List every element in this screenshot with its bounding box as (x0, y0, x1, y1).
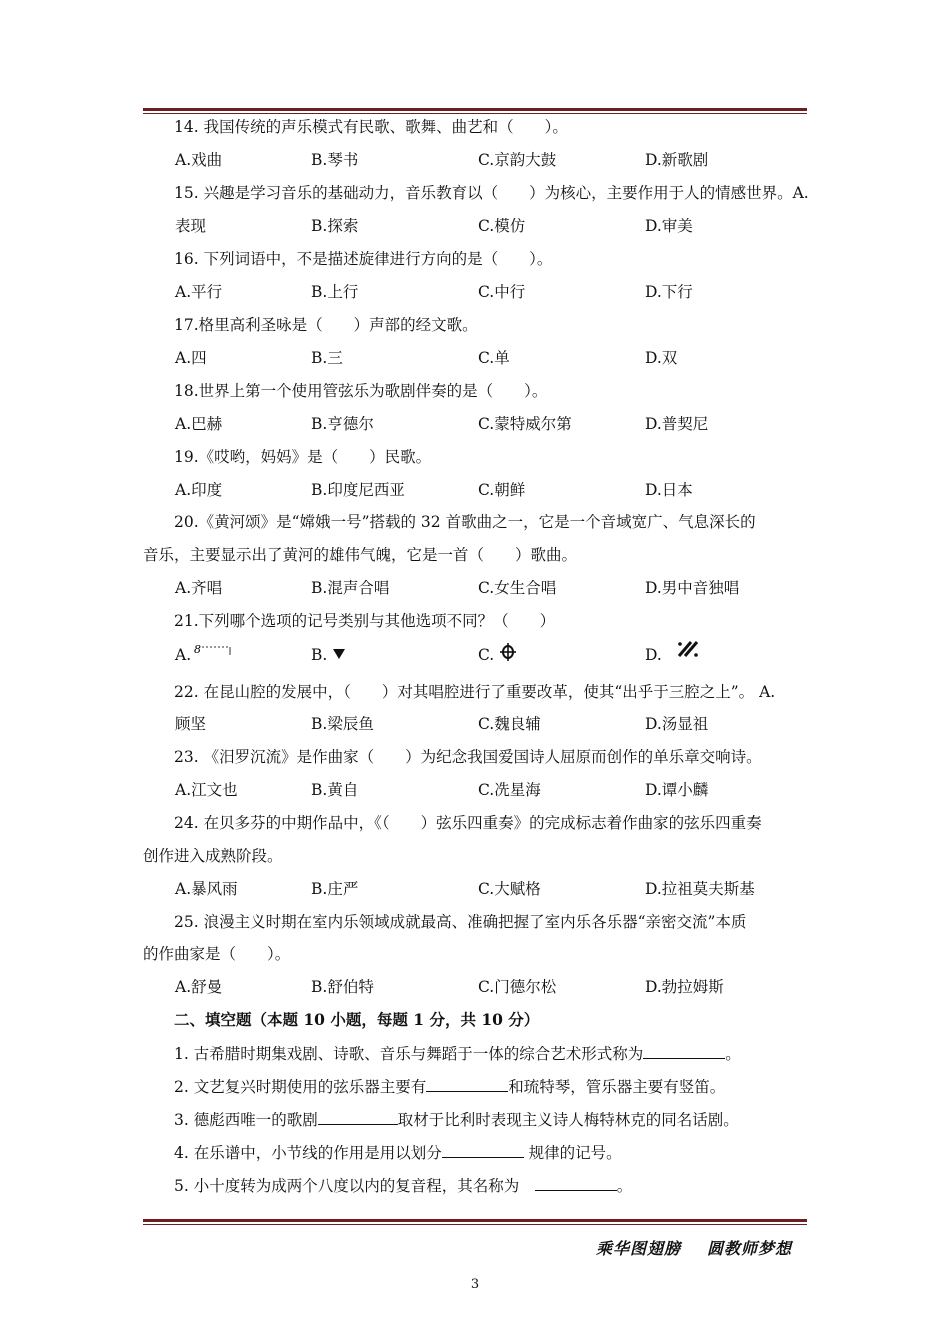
question-21-stem: 21.下列哪个选项的记号类别与其他选项不同？（ ） (174, 612, 556, 630)
fill-item-2 (143, 1076, 815, 1097)
option-a: A.齐唱 (175, 579, 223, 597)
header-rule (143, 108, 807, 114)
option-c (478, 645, 517, 665)
answer-blank (643, 1043, 725, 1059)
option-d: D.普契尼 (645, 415, 709, 433)
option-c: C.蒙特威尔第 (478, 415, 572, 433)
option-d: D.新歌剧 (645, 151, 709, 169)
question-18-stem: 18.世界上第一个使用管弦乐为歌剧伴奏的是（ ）。 (174, 382, 548, 400)
question-21-options (143, 645, 815, 669)
option-a: A.平行 (175, 283, 223, 301)
question-22-stem: 22. 在昆山腔的发展中，（ ）对其唱腔进行了重要改革，使其“出乎于三腔之上”。 A. (174, 683, 776, 701)
answer-blank (442, 1142, 524, 1158)
staccatissimo-wedge-icon (332, 647, 346, 661)
option-a: A.舒曼 (175, 978, 223, 996)
option-c: C.大赋格 (478, 880, 541, 898)
question-25-stem: 25. 浪漫主义时期在室内乐领域成就最高、准确把握了室内乐各乐器“亲密交流”本质 (174, 913, 747, 931)
fill-item-text: 。 (725, 1045, 741, 1063)
option-d (645, 645, 703, 665)
question-23-stem: 23. 《汨罗沉流》是作曲家（ ）为纪念我国爱国诗人屈原而创作的单乐章交响诗。 (174, 748, 762, 766)
option-b: B.庄严 (311, 880, 359, 898)
question-19-stem: 19.《哎哟，妈妈》是（ ）民歌。 (174, 448, 432, 466)
question-15-stem: 15. 兴趣是学习音乐的基础动力，音乐教育以（ ）为核心，主要作用于人的情感世界。A. (174, 184, 809, 202)
option-a: A.巴赫 (175, 415, 223, 433)
option-d: D.日本 (645, 481, 693, 499)
fill-item-text: 5. 小十度转为成两个八度以内的复音程，其名称为 (174, 1177, 535, 1195)
option-b: B.亨德尔 (311, 415, 374, 433)
coda-icon (499, 643, 517, 661)
fill-item-text: 1. 古希腊时期集戏剧、诗歌、音乐与舞蹈于一体的综合艺术形式称为 (174, 1045, 644, 1063)
fill-item-text: 2. 文艺复兴时期使用的弦乐器主要有 (174, 1078, 427, 1096)
option-d-label: D. (645, 646, 662, 664)
fill-item-5 (143, 1175, 815, 1196)
option-a: A.戏曲 (175, 151, 223, 169)
fill-item-text: 规律的记号。 (523, 1144, 622, 1162)
question-17-stem: 17.格里高利圣咏是（ ）声部的经文歌。 (174, 316, 478, 334)
option-a (175, 645, 236, 665)
option-a: A.暴风雨 (175, 880, 238, 898)
svg-text:8: 8 (194, 643, 202, 656)
option-c: C.模仿 (478, 217, 526, 235)
option-c: C.朝鲜 (478, 481, 526, 499)
option-d: D.审美 (645, 217, 693, 235)
question-24-stem-cont: 创作进入成熟阶段。 (143, 847, 283, 865)
option-c: C.京韵大鼓 (478, 151, 557, 169)
footer-slogan (596, 1236, 792, 1259)
option-b: B.琴书 (311, 151, 359, 169)
option-a: A.印度 (175, 481, 223, 499)
option-b (311, 645, 346, 665)
answer-blank (318, 1109, 398, 1125)
slogan-left: 乘华图翅膀 (595, 1239, 681, 1258)
slogan-right: 圆教师梦想 (706, 1239, 792, 1258)
option-a-label: A. (175, 646, 192, 664)
option-c: C.门德尔松 (478, 978, 557, 996)
fill-item-text: 取材于比利时表现主义诗人梅特林克的同名话剧。 (397, 1111, 739, 1129)
option-d: D.汤显祖 (645, 715, 709, 733)
fill-item-text: 和琉特琴，管乐器主要有竖笛。 (508, 1078, 726, 1096)
answer-blank (535, 1175, 617, 1191)
ottava-8va-icon (194, 642, 236, 660)
option-c: C.女生合唱 (478, 579, 557, 597)
option-b-label: B. (311, 646, 328, 664)
fill-item-1 (143, 1043, 815, 1064)
footer-rule (143, 1219, 807, 1225)
option-d: D.双 (645, 349, 678, 367)
option-d: D.谭小麟 (645, 781, 709, 799)
repeat-measure-icon (673, 638, 703, 660)
option-b: B.印度尼西亚 (311, 481, 405, 499)
option-b: B.舒伯特 (311, 978, 374, 996)
option-c: C.中行 (478, 283, 526, 301)
option-a: A.江文也 (175, 781, 238, 799)
question-25-stem-cont: 的作曲家是（ ）。 (143, 945, 291, 963)
question-14-stem: 14. 我国传统的声乐模式有民歌、歌舞、曲艺和（ ）。 (174, 118, 568, 136)
question-16-stem: 16. 下列词语中，不是描述旋律进行方向的是（ ）。 (174, 250, 553, 268)
option-a: 表现 (175, 217, 207, 235)
option-d: D.下行 (645, 283, 693, 301)
option-c-label: C. (478, 646, 495, 664)
option-b: B.黄自 (311, 781, 359, 799)
fill-item-3 (143, 1109, 815, 1130)
question-24-stem: 24. 在贝多芬的中期作品中，《（ ）弦乐四重奏》的完成标志着作曲家的弦乐四重奏 (174, 814, 762, 832)
answer-blank (426, 1076, 508, 1092)
page-number: 3 (470, 1277, 480, 1292)
fill-item-text: 4. 在乐谱中，小节线的作用是用以划分 (174, 1144, 442, 1162)
question-20-stem-cont: 音乐，主要显示出了黄河的雄伟气魄，它是一首（ ）歌曲。 (143, 546, 578, 564)
option-b: B.三 (311, 349, 343, 367)
option-b: B.探索 (311, 217, 359, 235)
option-c: C.单 (478, 349, 510, 367)
option-b: B.上行 (311, 283, 359, 301)
option-d: D.勃拉姆斯 (645, 978, 724, 996)
option-d: D.拉祖莫夫斯基 (645, 880, 755, 898)
option-d: D.男中音独唱 (645, 579, 740, 597)
fill-item-text: 3. 德彪西唯一的歌剧 (174, 1111, 318, 1129)
option-b: B.梁辰鱼 (311, 715, 374, 733)
option-c: C.冼星海 (478, 781, 541, 799)
fill-item-4 (143, 1142, 815, 1163)
option-b: B.混声合唱 (311, 579, 390, 597)
option-a: 顾坚 (175, 715, 207, 733)
question-20-stem: 20.《黄河颂》是“嫦娥一号”搭载的 32 首歌曲之一，它是一个音域宽广、气息深长的 (174, 513, 756, 531)
fill-item-text: 。 (616, 1177, 633, 1195)
option-a: A.四 (175, 349, 207, 367)
option-c: C.魏良辅 (478, 715, 541, 733)
section-title: 二、填空题（本题 10 小题，每题 1 分，共 10 分） (174, 1010, 540, 1029)
